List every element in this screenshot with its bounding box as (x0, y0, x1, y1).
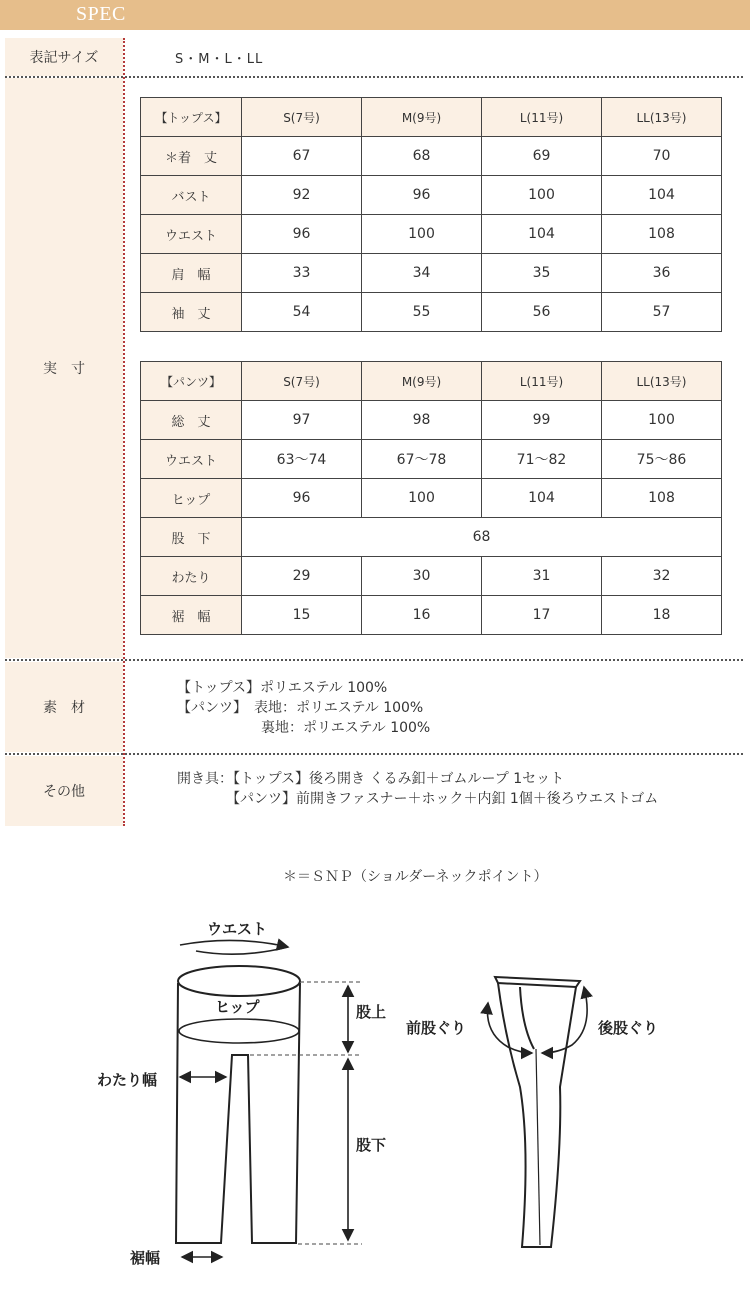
waist-arrow-return (196, 947, 288, 954)
table-cell: 68 (362, 137, 482, 176)
table-row (141, 137, 722, 176)
table-cell: 57 (602, 293, 722, 332)
row-label: バスト (141, 176, 242, 215)
table-cell: 96 (362, 176, 482, 215)
row-divider (5, 753, 743, 755)
table-cell: 18 (602, 596, 722, 635)
tops-size-table (140, 97, 722, 332)
other-line: 開き具：【トップス】後ろ開き くるみ釦＋ゴムループ 1セット (177, 771, 565, 787)
table-cell: 100 (602, 401, 722, 440)
table-cell: 108 (602, 215, 722, 254)
row-label: ウエスト (141, 215, 242, 254)
row-label: 裾 幅 (141, 596, 242, 635)
spec-header-bar (0, 0, 750, 30)
table-cell: 75～86 (602, 440, 722, 479)
row-divider (5, 659, 743, 661)
table-row (141, 401, 722, 440)
table-cell: 104 (602, 176, 722, 215)
row-label: 総 丈 (141, 401, 242, 440)
table-cell: 96 (242, 479, 362, 518)
table-cell: 56 (482, 293, 602, 332)
table-cell: 35 (482, 254, 602, 293)
table-row (141, 479, 722, 518)
table-cell: 67～78 (362, 440, 482, 479)
snp-note: ＊＝ＳＮＰ（ショルダーネックポイント） (283, 869, 548, 885)
table-header-row (141, 98, 722, 137)
table-row (141, 254, 722, 293)
row-label: 股 下 (141, 518, 242, 557)
table-row (141, 293, 722, 332)
table-header-cell: M(9号) (362, 98, 482, 137)
table-cell: 17 (482, 596, 602, 635)
measure-label-cell (5, 78, 123, 658)
table-cell: 96 (242, 215, 362, 254)
table-header-row (141, 362, 722, 401)
table-cell: 63～74 (242, 440, 362, 479)
pants-size-table (140, 361, 722, 635)
material-label-cell (5, 662, 123, 752)
table-cell: 98 (362, 401, 482, 440)
pants-measurement-diagram (0, 877, 750, 1297)
row-label: 肩 幅 (141, 254, 242, 293)
table-cell: 15 (242, 596, 362, 635)
material-line: 【パンツ】 表地：ポリエステル 100% (177, 700, 424, 716)
table-header-cell: LL(13号) (602, 362, 722, 401)
other-label-cell (5, 756, 123, 826)
table-cell: 104 (482, 479, 602, 518)
row-divider (5, 76, 743, 78)
table-cell: 54 (242, 293, 362, 332)
other-label: その他 (43, 784, 85, 800)
table-row (141, 596, 722, 635)
material-line: 裏地：ポリエステル 100% (177, 720, 431, 736)
hem-label: 裾幅 (130, 1249, 161, 1267)
table-row (141, 557, 722, 596)
row-label: 袖 丈 (141, 293, 242, 332)
table-cell: 67 (242, 137, 362, 176)
table-header-cell: S(7号) (242, 362, 362, 401)
size-label-cell (5, 38, 123, 76)
table-cell: 33 (242, 254, 362, 293)
back-rise-arrow (542, 987, 587, 1053)
other-line: 【パンツ】前開きファスナー＋ホック＋内釦 1個＋後ろウエストゴム (177, 791, 659, 807)
table-cell: 29 (242, 557, 362, 596)
table-header-cell: 【パンツ】 (141, 362, 242, 401)
table-cell: 108 (602, 479, 722, 518)
row-label: ウエスト (141, 440, 242, 479)
table-cell: 34 (362, 254, 482, 293)
measure-label: 実 寸 (43, 361, 85, 377)
rise-label: 股上 (356, 1003, 387, 1021)
row-label: わたり (141, 557, 242, 596)
row-label: ＊着 丈 (141, 137, 242, 176)
table-header-cell: 【トップス】 (141, 98, 242, 137)
table-cell: 36 (602, 254, 722, 293)
table-cell: 71～82 (482, 440, 602, 479)
table-header-cell: L(11号) (482, 362, 602, 401)
table-cell: 100 (362, 479, 482, 518)
table-header-cell: L(11号) (482, 98, 602, 137)
table-row (141, 440, 722, 479)
table-cell: 68 (242, 518, 722, 557)
inseam-label: 股下 (356, 1136, 387, 1154)
row-label: ヒップ (141, 479, 242, 518)
size-value: S・M・L・LL (175, 52, 264, 67)
side-pants-outline (495, 977, 580, 1247)
spec-title: SPEC (76, 3, 126, 25)
table-cell: 100 (362, 215, 482, 254)
table-cell: 99 (482, 401, 602, 440)
table-cell: 55 (362, 293, 482, 332)
hip-arrow (179, 1019, 299, 1043)
table-cell: 16 (362, 596, 482, 635)
table-cell: 31 (482, 557, 602, 596)
back-rise-label: 後股ぐり (598, 1019, 659, 1037)
table-cell: 104 (482, 215, 602, 254)
table-header-cell: LL(13号) (602, 98, 722, 137)
table-cell: 69 (482, 137, 602, 176)
table-cell: 32 (602, 557, 722, 596)
table-row (141, 518, 722, 557)
front-rise-label: 前股ぐり (406, 1019, 467, 1037)
table-row (141, 176, 722, 215)
waist-label: ウエスト (207, 920, 268, 938)
table-header-cell: S(7号) (242, 98, 362, 137)
waist-arrow (180, 940, 288, 947)
table-cell: 30 (362, 557, 482, 596)
column-divider (123, 38, 125, 826)
table-cell: 100 (482, 176, 602, 215)
size-label: 表記サイズ (29, 50, 99, 66)
table-header-cell: M(9号) (362, 362, 482, 401)
table-cell: 70 (602, 137, 722, 176)
material-line: 【トップス】ポリエステル 100% (177, 680, 388, 696)
table-row (141, 215, 722, 254)
hip-label: ヒップ (215, 998, 260, 1016)
thigh-label: わたり幅 (97, 1071, 158, 1089)
table-cell: 92 (242, 176, 362, 215)
table-cell: 97 (242, 401, 362, 440)
material-label: 素 材 (43, 700, 85, 716)
